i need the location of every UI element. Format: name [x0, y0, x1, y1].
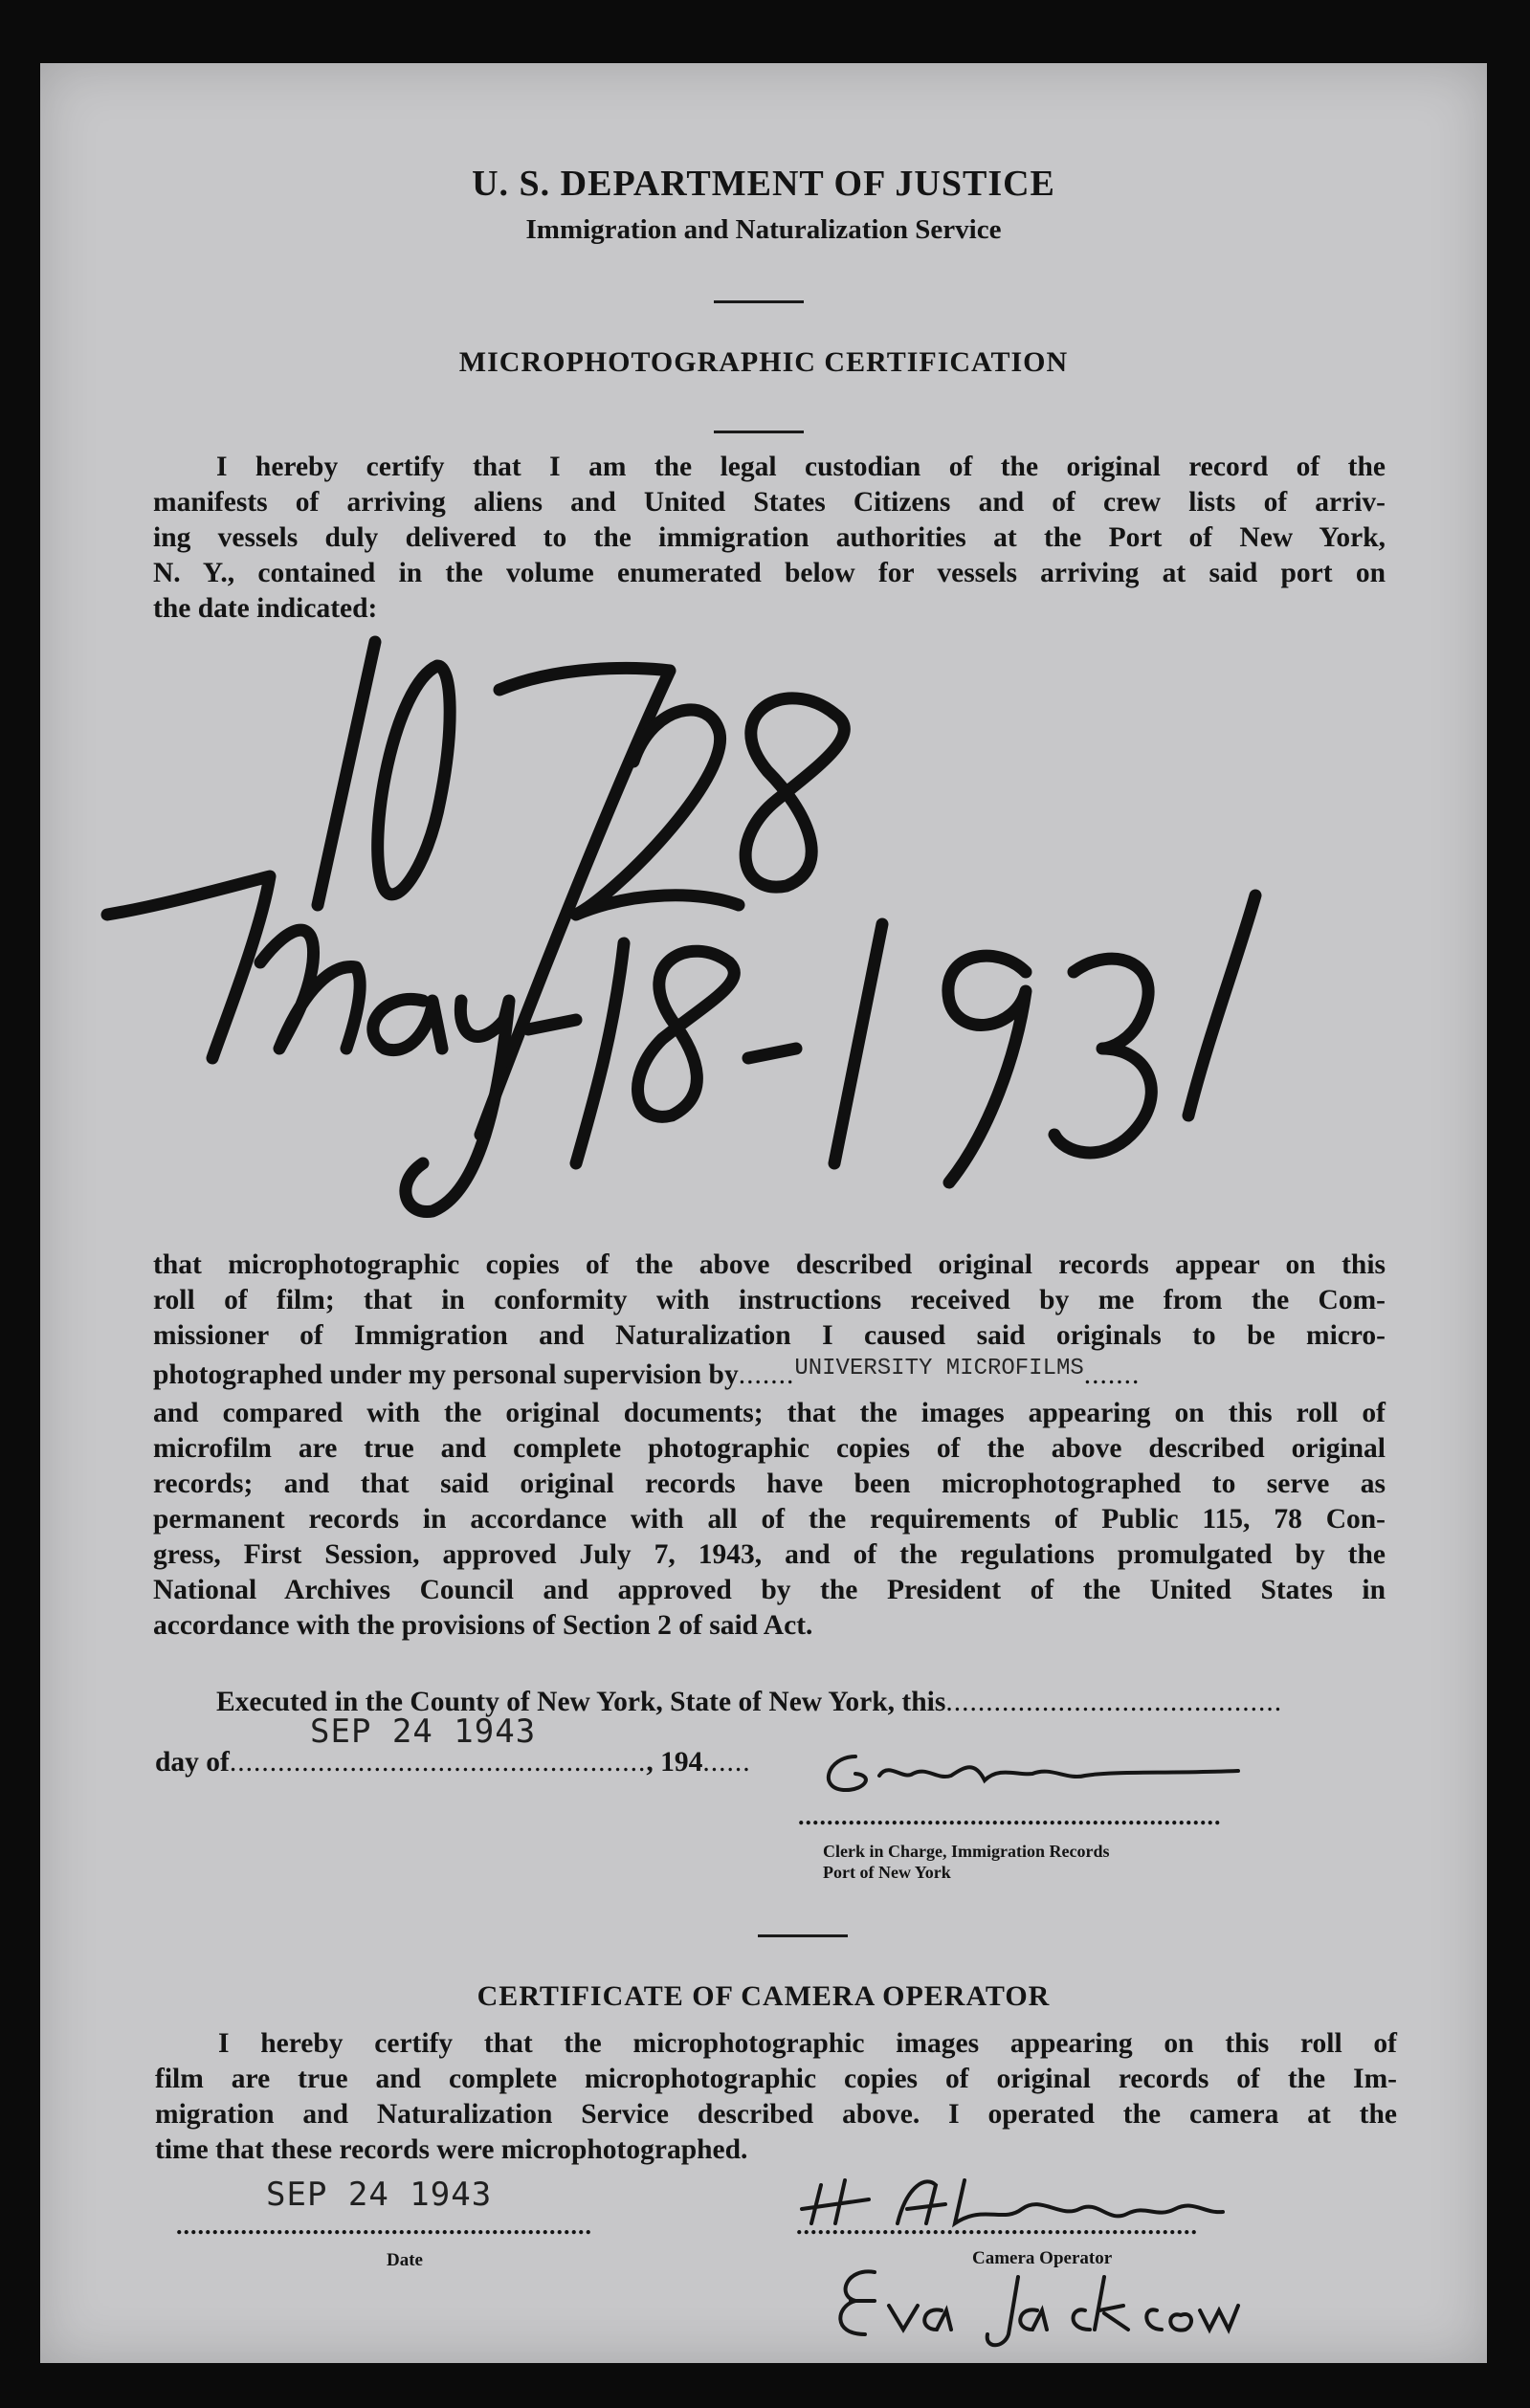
handwritten-stroke [528, 1020, 576, 1029]
handwritten-stroke [1188, 895, 1255, 1116]
paragraph-line: I hereby certify that I am the legal custodian of the original record of the [216, 452, 1386, 482]
handwritten-stroke [1054, 959, 1151, 1153]
date-signature-line: .......................................................... [176, 2212, 592, 2240]
paragraph-line: N. Y., contained in the volume enumerated below for vessels arriving at said port on [153, 558, 1386, 588]
paragraph-line: gress, First Session, approved July 7, 1943, and of the regulations promulgated by the [153, 1539, 1386, 1570]
date-label: Date [387, 2250, 423, 2270]
day-of-label: day of [155, 1747, 230, 1778]
clerk-signature [798, 1737, 1334, 1804]
paragraph-line: roll of film; that in conformity with instructions received by me from the Com- [153, 1285, 1386, 1315]
handwritten-stroke [576, 943, 624, 1163]
paragraph-line: and compared with the original documents; that the images appearing on this roll of [153, 1398, 1386, 1428]
signature-stroke [987, 2277, 1047, 2345]
clerk-title-line: Clerk in Charge, Immigration Records [823, 1842, 1110, 1861]
paragraph-line: ing vessels duly delivered to the immigration authorities at the Port of New York, [153, 522, 1386, 553]
divider [758, 1934, 848, 1937]
dotted-leader: ....... [738, 1359, 795, 1390]
clerk-signature-line: ........................................................... [798, 1802, 1222, 1830]
camera-operator-label: Camera Operator [972, 2248, 1113, 2268]
supervision-line [153, 1358, 1386, 1396]
executed-text: Executed in the County of New York, State of New York, this [216, 1687, 946, 1717]
paragraph-line: I hereby certify that the microphotographic images appearing on this roll of [218, 2028, 1397, 2059]
divider [714, 300, 804, 303]
date-stamp: SEP 24 1943 [310, 1712, 537, 1751]
paragraph-line: accordance with the provisions of Section 2 of said Act. [153, 1610, 813, 1641]
operator-signature-line: ........................................................ [796, 2212, 1198, 2240]
paragraph-line: that microphotographic copies of the above described original records appear on this [153, 1249, 1386, 1280]
handwritten-stroke [948, 956, 1026, 1182]
paragraph-line: the date indicated: [153, 593, 378, 624]
signature-stroke [889, 2306, 951, 2330]
dotted-leader: .......................................... [945, 1687, 1283, 1717]
clerk-port-line: Port of New York [823, 1863, 951, 1882]
signature-stroke [879, 1767, 1238, 1780]
divider [714, 431, 804, 433]
handwritten-stroke [378, 666, 450, 895]
handwritten-stroke [834, 924, 882, 1163]
paragraph-line: manifests of arriving aliens and United States Citizens and of crew lists of arriv- [153, 487, 1386, 518]
handwritten-stroke [107, 876, 270, 1058]
paragraph-line: missioner of Immigration and Naturalization I caused said originals to be micro- [153, 1320, 1386, 1351]
paragraph-line: records; and that said original records have been microphotographed to serve as [153, 1469, 1386, 1499]
signature-stroke [1146, 2306, 1238, 2331]
signature-stroke [829, 1756, 866, 1790]
handwritten-stroke [576, 710, 739, 915]
year-prefix: , 194 [646, 1747, 703, 1778]
certificate-sheet [40, 63, 1487, 2363]
camera-certificate-title: CERTIFICATE OF CAMERA OPERATOR [477, 1980, 1051, 2012]
certification-paragraph [153, 1248, 1386, 1644]
handwritten-stroke [260, 930, 360, 1049]
signature-stroke [1074, 2277, 1129, 2330]
paragraph-line: National Archives Council and approved by the President of the United States in [153, 1575, 1386, 1605]
camera-certificate-paragraph [155, 2026, 1397, 2168]
paragraph-line: permanent records in accordance with all of the requirements of Public 115, 78 Con- [153, 1504, 1386, 1535]
handwritten-stroke [638, 951, 735, 1116]
clerk-title [823, 1841, 1109, 1883]
paragraph-line: film are true and complete microphotographic copies of original records of the Im- [155, 2064, 1397, 2094]
service-subheading: Immigration and Naturalization Service [525, 214, 1002, 245]
dotted-leader: ...... [702, 1747, 751, 1778]
paragraph-line: time that these records were microphotographed. [155, 2134, 748, 2165]
handwritten-volume-date [78, 599, 1456, 1269]
second-signature [817, 2248, 1257, 2353]
supervision-prefix: photographed under my personal supervision by [153, 1359, 739, 1390]
dotted-leader: ....... [1083, 1359, 1141, 1390]
handwritten-stroke [318, 642, 375, 905]
handwritten-stroke [748, 1049, 796, 1058]
signature-stroke [840, 2271, 875, 2334]
dotted-leader: .................................................... [229, 1747, 647, 1778]
paragraph-line: microfilm are true and complete photographic copies of the above described original [153, 1433, 1386, 1464]
camera-date-stamp: SEP 24 1943 [266, 2176, 493, 2214]
certification-title: MICROPHOTOGRAPHIC CERTIFICATION [458, 346, 1069, 378]
paragraph-line: migration and Naturalization Service described above. I operated the camera at the [155, 2099, 1397, 2130]
handwritten-stroke [373, 999, 442, 1049]
department-heading: U. S. DEPARTMENT OF JUSTICE [472, 164, 1055, 204]
supervision-by-typed: UNIVERSITY MICROFILMS [794, 1356, 1084, 1381]
handwritten-stroke [745, 698, 844, 887]
